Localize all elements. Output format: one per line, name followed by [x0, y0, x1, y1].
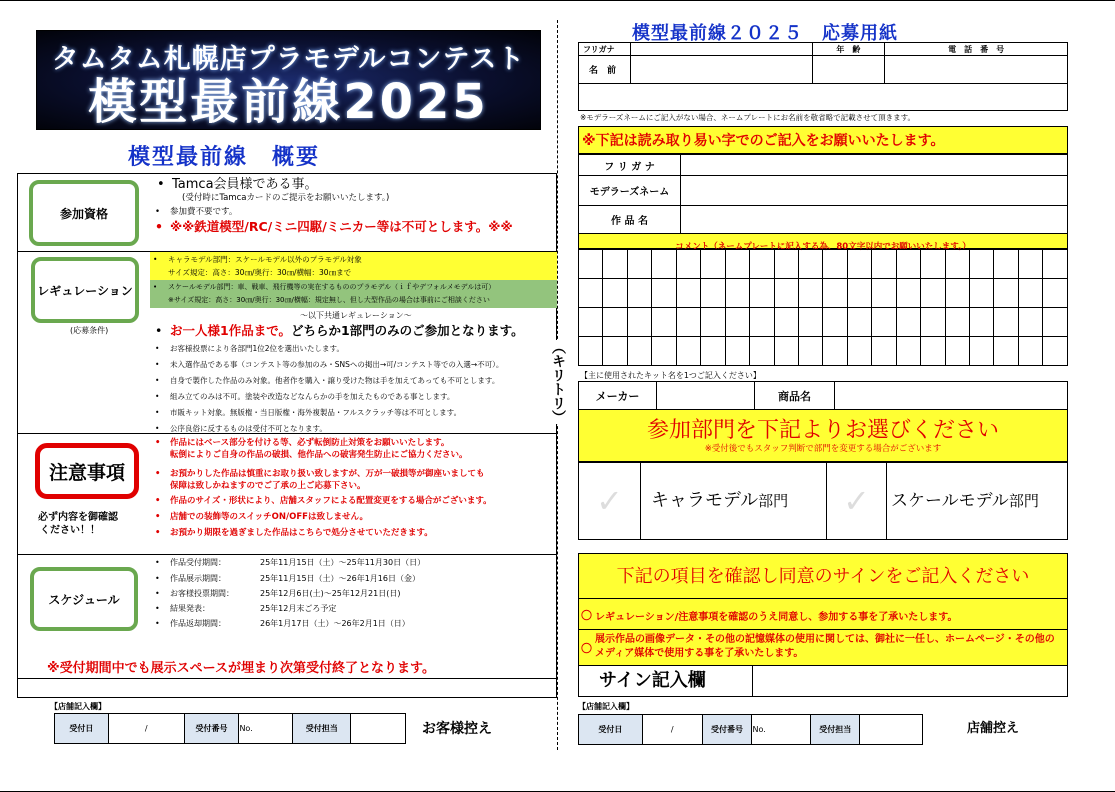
comment-cell[interactable]: [945, 250, 969, 279]
category-box: [578, 409, 1068, 462]
comment-cell[interactable]: [823, 250, 847, 279]
consent-2: 展示作品の画像データ・その他の記憶媒体の使用に関しては、御社に一任し、ホームページ・その他のメディア媒体で使用する事を了承いたします。: [595, 634, 1055, 659]
comment-cell[interactable]: [701, 308, 725, 337]
shop-header-left: 【店舗記入欄】: [50, 702, 106, 711]
furigana-label: フリガナ: [579, 43, 631, 56]
comment-cell[interactable]: [676, 337, 700, 366]
furigana2-input[interactable]: [681, 155, 1068, 176]
comment-cell[interactable]: [579, 250, 603, 279]
comment-cell[interactable]: [994, 337, 1018, 366]
consent-title: 下記の項目を確認し同意のサインをご記入ください: [579, 554, 1067, 599]
comment-cell[interactable]: [1018, 337, 1042, 366]
sign-label: サイン記入欄: [579, 666, 753, 696]
age-label: 年 齢: [812, 43, 885, 56]
comment-cell[interactable]: [652, 279, 676, 308]
work-name-input[interactable]: [681, 206, 1068, 234]
consent-circle-2[interactable]: 〇: [581, 642, 592, 655]
comment-cell[interactable]: [847, 250, 871, 279]
chara-option[interactable]: [641, 463, 827, 539]
shop-table-left: [54, 713, 406, 744]
comment-cell[interactable]: [872, 279, 896, 308]
comment-cell[interactable]: [725, 279, 749, 308]
comment-cell[interactable]: [798, 250, 822, 279]
divider: [18, 554, 556, 555]
comment-cell[interactable]: [970, 337, 994, 366]
modelers-name-input[interactable]: [681, 176, 1068, 206]
comment-cell[interactable]: [1043, 279, 1068, 308]
scale-checkbox[interactable]: ✓: [827, 463, 887, 539]
comment-cell[interactable]: [603, 279, 627, 308]
shop-date-field[interactable]: /: [108, 714, 184, 744]
eligibility-label: 参加資格: [59, 206, 108, 221]
regulation-scale-2: ※サイズ規定：高さ：30㎝/奥行：30㎝/横幅：規定無し、但し大型作品の場合は事前にご相談ください: [168, 296, 490, 304]
comment-cell[interactable]: [994, 250, 1018, 279]
comment-cell[interactable]: [603, 308, 627, 337]
comment-cell[interactable]: [823, 308, 847, 337]
comment-cell[interactable]: [579, 308, 603, 337]
schedule-label: • 作品受付期間：: [170, 557, 226, 568]
caution-sub2: ください！！: [40, 525, 100, 536]
comment-cell[interactable]: [676, 279, 700, 308]
schedule-label: • 結果発表：: [170, 603, 210, 614]
regulation-chara-2: サイズ規定：高さ：30㎝/奥行：30㎝/横幅：30㎝まで: [168, 268, 352, 277]
common-rule: • お客様投票により各部門1位2位を選出いたします。: [170, 343, 344, 354]
product-label: 商品名: [755, 382, 835, 410]
name-label: 名 前: [579, 56, 631, 84]
banner-line2: 模型最前線2025: [88, 74, 489, 130]
comment-cell[interactable]: [1043, 308, 1068, 337]
comment-cell[interactable]: [701, 337, 725, 366]
common-rule: • 公序良俗に反するものは受付不可となります。: [170, 423, 327, 434]
comment-cell[interactable]: [945, 279, 969, 308]
consent-row-2: [579, 630, 1067, 666]
comment-cell[interactable]: [774, 308, 798, 337]
eligibility-line: (受付時にTamcaカードのご提示をお願いいたします。): [182, 193, 390, 203]
comment-cell[interactable]: [847, 308, 871, 337]
caution-label: 注意事項: [48, 461, 125, 484]
phone-label: 電 話 番 号: [885, 43, 1068, 56]
category-options: [578, 462, 1068, 540]
comment-cell[interactable]: [1018, 250, 1042, 279]
chara-option-main: キャラモデル: [651, 490, 759, 511]
comment-cell[interactable]: [725, 308, 749, 337]
eligibility-line: • 参加費不要です。: [170, 207, 237, 218]
product-input[interactable]: [835, 382, 1068, 410]
divider: [18, 678, 556, 679]
caution-line: 転倒によりご自身の作品の破損、他作品への破害発生防止にご協力ください。: [170, 450, 468, 460]
comment-cell[interactable]: [994, 279, 1018, 308]
maker-input[interactable]: [657, 382, 755, 410]
shop-copy-label: 店舗控え: [967, 721, 1020, 736]
comment-cell[interactable]: [970, 279, 994, 308]
consent-circle-1[interactable]: 〇: [581, 609, 592, 622]
comment-cell[interactable]: [750, 250, 774, 279]
comment-cell[interactable]: [970, 250, 994, 279]
maker-label: メーカー: [579, 382, 657, 410]
comment-cell[interactable]: [896, 279, 920, 308]
comment-cell[interactable]: [750, 337, 774, 366]
caution-line: • お預かり期限を過ぎました作品はこちらで処分させていただきます。: [170, 528, 433, 539]
comment-cell[interactable]: [627, 337, 651, 366]
entry-table: [578, 154, 1068, 234]
readable-note-box: [578, 126, 1068, 154]
schedule-value: 25年11月15日（土）〜25年11月30日（日）: [260, 558, 426, 567]
consent-1: レギュレーション/注意事項を確認のうえ同意し、参加する事を了承いたします。: [595, 612, 958, 623]
furigana-input[interactable]: [630, 43, 812, 56]
comment-cell[interactable]: [676, 308, 700, 337]
regulation-label: レギュレーション: [37, 283, 133, 298]
comment-cell[interactable]: [1018, 279, 1042, 308]
comment-cell[interactable]: [872, 250, 896, 279]
shop-date-label: 受付日: [55, 714, 109, 744]
schedule-value: 25年12月6日(土)〜25年12月21日(日): [260, 589, 401, 598]
shop-staff-field[interactable]: [860, 715, 923, 745]
caution-line: 保障は致しかねますのでご了承の上ご応募下さい。: [170, 481, 366, 491]
category-title: 参加部門を下記よりお選びください: [646, 418, 999, 443]
comment-cell[interactable]: [872, 308, 896, 337]
caution-line: • 作品のサイズ・形状により、店舗スタッフによる配置変更をする場合がございます。: [170, 496, 492, 507]
chara-option-suffix: 部門: [758, 492, 789, 510]
applicant-table: [578, 42, 1068, 111]
caution-line: • お預かりした作品は慎重にお取り扱い致しますが、万が一破損等が御座いましても: [170, 469, 485, 480]
readable-note: ※下記は読み取り易い字でのご記入をお願いいたします。: [582, 133, 945, 149]
comment-cell[interactable]: [652, 337, 676, 366]
regulation-label-box: [31, 257, 139, 323]
overview-title: 模型最前線 概要: [128, 145, 321, 170]
shop-staff-label: 受付担当: [811, 715, 860, 745]
shop-header-right: 【店舗記入欄】: [578, 702, 634, 711]
common-header: 〜以下共通レギュレーション〜: [300, 311, 412, 320]
comment-cell[interactable]: [921, 250, 945, 279]
kit-table: [578, 381, 1068, 410]
customer-copy-label: お客様控え: [422, 721, 492, 737]
form-title: 模型最前線２０２５ 応募用紙: [632, 23, 898, 44]
shop-table-right: [578, 714, 923, 745]
comment-cell[interactable]: [1043, 250, 1068, 279]
modelers-name-label: モデラーズネーム: [579, 176, 681, 206]
eligibility-line: • ※※鉄道模型/RC/ミニ四駆/ミニカー等は不可とします。※※: [170, 220, 513, 234]
shop-date-label: 受付日: [579, 715, 643, 745]
comment-cell[interactable]: [701, 250, 725, 279]
comment-cell[interactable]: [847, 337, 871, 366]
schedule-note: ※受付期間中でも展示スペースが埋まり次第受付終了となります。: [47, 661, 435, 676]
comment-cell[interactable]: [823, 337, 847, 366]
consent-row-1: [579, 599, 1067, 630]
furigana2-label: フ リ ガ ナ: [579, 155, 681, 176]
schedule-label: • 作品返却期間：: [170, 618, 226, 629]
shop-date-field[interactable]: /: [642, 715, 702, 745]
shop-staff-label: 受付担当: [293, 714, 351, 744]
comment-cell[interactable]: [872, 337, 896, 366]
comment-cell[interactable]: [627, 279, 651, 308]
schedule-value: 26年1月17日（土）〜26年2月1日（日）: [260, 619, 410, 628]
age-input[interactable]: [812, 56, 885, 84]
shop-staff-field[interactable]: [351, 714, 406, 744]
caution-line: • 店舗での装飾等のスイッチON/OFFは致しません。: [170, 512, 368, 523]
comment-header: コメント（ネームプレートに記入する為、80文字以内でお願いいたします。）: [675, 242, 971, 252]
comment-cell[interactable]: [774, 337, 798, 366]
comment-cell[interactable]: [921, 337, 945, 366]
consent-box: [578, 553, 1068, 697]
name-input[interactable]: [630, 56, 812, 84]
comment-cell[interactable]: [579, 279, 603, 308]
comment-cell[interactable]: [945, 337, 969, 366]
schedule-label: スケジュール: [48, 592, 120, 607]
address-input[interactable]: [579, 84, 1068, 111]
comment-cell[interactable]: [1018, 308, 1042, 337]
category-sub: ※受付後でもスタッフ判断で部門を変更する場合がございます: [704, 444, 942, 454]
common-rule-main-red: お一人様1作品まで。: [170, 323, 291, 338]
banner-line1: タムタム札幌店プラモデルコンテスト: [51, 44, 526, 75]
comment-cell[interactable]: [652, 308, 676, 337]
comment-cell[interactable]: [603, 250, 627, 279]
shop-number-label: 受付番号: [184, 714, 239, 744]
regulation-sub: (応募条件): [70, 326, 109, 335]
common-rule: • 市販キット対象。無版権・当日版権・海外複製品・フルスクラッチ等は不可とします。: [170, 407, 461, 418]
comment-cell[interactable]: [896, 337, 920, 366]
comment-cell[interactable]: [627, 308, 651, 337]
comment-cell[interactable]: [798, 279, 822, 308]
schedule-value: 25年11月15日（土）〜26年1月16日（金）: [260, 574, 420, 583]
schedule-value: 25年12月末ごろ予定: [260, 604, 337, 613]
common-rule: • 未入選作品である事（コンテスト等の参加のみ・SNSへの掲出→可/コンテスト等での入選→不可）。: [170, 359, 503, 370]
comment-cell[interactable]: [725, 337, 749, 366]
scale-option[interactable]: [887, 463, 1067, 539]
comment-cell[interactable]: [798, 308, 822, 337]
comment-cell[interactable]: [994, 308, 1018, 337]
comment-cell[interactable]: [945, 308, 969, 337]
work-name-label: 作 品 名: [579, 206, 681, 234]
comment-cell[interactable]: [774, 279, 798, 308]
eligibility-line: • Tamca会員様である事。: [172, 178, 318, 192]
comment-cell[interactable]: [579, 337, 603, 366]
comment-header-box: [578, 233, 1068, 252]
regulation-scale-1: • スケールモデル部門：車、戦車、飛行機等の実在するもののプラモデル（ｉｆやデフォルメモデルは可）: [168, 282, 495, 293]
comment-cell[interactable]: [896, 250, 920, 279]
scale-option-main: スケールモデル: [891, 491, 1009, 511]
comment-cell[interactable]: [896, 308, 920, 337]
overview-box: [17, 173, 557, 698]
comment-cell[interactable]: [774, 250, 798, 279]
modeler-note: ※モデラーズネームにご記入がない場合、ネームプレートにお名前を敬省略で記載させて頂きます。: [580, 113, 916, 122]
comment-cell[interactable]: [750, 308, 774, 337]
comment-grid[interactable]: [578, 249, 1068, 366]
common-rule-main: [170, 323, 524, 338]
kit-note: 【主に使用されたキット名を1つご記入ください】: [580, 371, 761, 380]
comment-cell[interactable]: [750, 279, 774, 308]
scale-option-suffix: 部門: [1008, 492, 1039, 510]
regulation-chara-1: • キャラモデル部門：スケールモデル以外のプラモデル対象: [168, 254, 362, 265]
comment-cell[interactable]: [701, 279, 725, 308]
shop-number-field[interactable]: No.: [239, 714, 293, 744]
cut-label: （キリトリ）: [550, 340, 566, 424]
comment-cell[interactable]: [627, 250, 651, 279]
common-rule: • 自身で製作した作品のみ対象。他者作を購入・譲り受けた物は手を加えてあっても不可とします。: [170, 375, 499, 386]
common-rule-main-rest: どちらか1部門のみのご参加となります。: [290, 323, 524, 338]
caution-sub1: 必ず内容を御確認: [38, 512, 118, 523]
comment-cell[interactable]: [725, 250, 749, 279]
eligibility-label-box: [29, 180, 139, 246]
caution-label-box: [35, 443, 139, 499]
comment-cell[interactable]: [970, 308, 994, 337]
comment-cell[interactable]: [798, 337, 822, 366]
comment-cell[interactable]: [823, 279, 847, 308]
comment-cell[interactable]: [676, 250, 700, 279]
comment-cell[interactable]: [847, 279, 871, 308]
common-rule: • 組み立てのみは不可。塗装や改造などなんらかの手を加えたものである事とします。: [170, 391, 454, 402]
comment-cell[interactable]: [652, 250, 676, 279]
caution-line: • 作品にはベース部分を付ける等、必ず転倒防止対策をお願いいたします。: [170, 438, 449, 449]
comment-cell[interactable]: [921, 279, 945, 308]
chara-checkbox[interactable]: ✓: [579, 463, 641, 539]
schedule-label-box: [30, 567, 138, 631]
schedule-label: • お客様投票期間：: [170, 588, 234, 599]
contest-banner: [36, 30, 541, 130]
comment-cell[interactable]: [603, 337, 627, 366]
comment-cell[interactable]: [921, 308, 945, 337]
schedule-label: • 作品展示期間：: [170, 573, 226, 584]
comment-cell[interactable]: [1043, 337, 1068, 366]
phone-input[interactable]: [885, 56, 1068, 84]
shop-number-field[interactable]: No.: [752, 715, 811, 745]
shop-number-label: 受付番号: [702, 715, 752, 745]
top-rule: [0, 0, 1115, 1]
sign-input[interactable]: [753, 666, 1067, 696]
